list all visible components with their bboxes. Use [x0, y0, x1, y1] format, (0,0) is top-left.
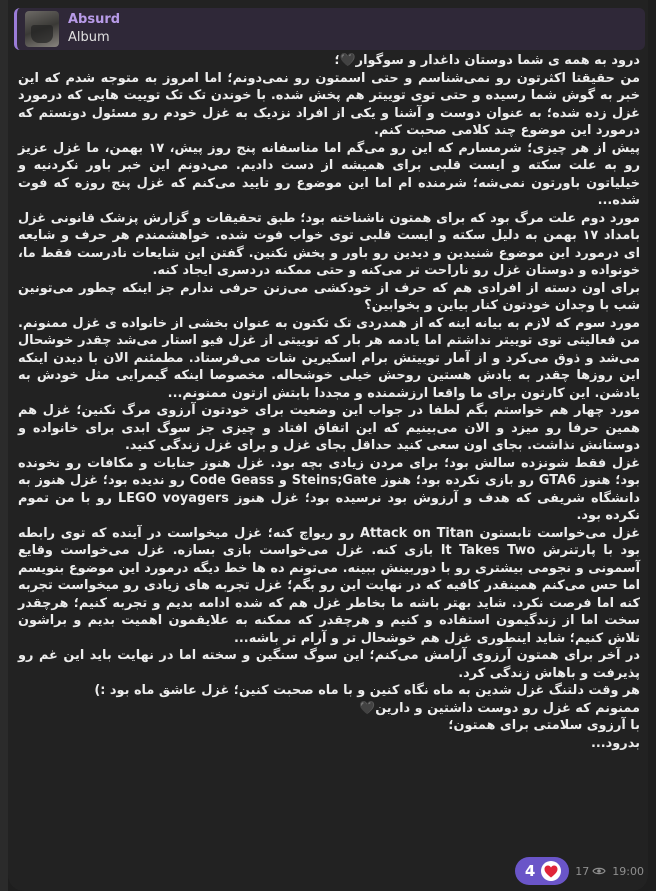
message-paragraph: هر وقت دلتنگ غزل شدین به ماه نگاه کنین و با ماه صحبت کنین؛ غزل عاشق ماه بود :) [94, 683, 640, 698]
message-time: 19:00 [612, 864, 644, 878]
view-count: 17 [575, 864, 590, 878]
reply-preview[interactable] [14, 8, 645, 50]
heart-reaction-button[interactable] [515, 857, 569, 885]
message-paragraph: درود به همه ی شما دوستان داغدار و سوگوار🖤؛ [334, 53, 640, 68]
message-paragraph: غزل فقط شونزده سالش بود؛ برای مردن زیادی بچه بود. غزل هنوز جنایات و مکافات رو نخونده بود؛ هنوز GTA6 رو بازی نکرده بود؛ هنوز Steins;Gate و Code Geass رو ندیده بود؛ غزل هنوز به دانشگاه شریفی که هدف و آرزوش بود نرسیده بود؛ غزل هنوز LEGO voyagers رو با من تموم نکرده بود. [18, 455, 640, 523]
message-footer [515, 857, 644, 885]
reply-subtitle: Album [68, 30, 110, 45]
message-paragraph: بدرود... [590, 735, 640, 751]
view-counter [575, 865, 606, 878]
reply-author-name: Absurd [68, 12, 121, 27]
eye-icon [592, 866, 606, 876]
message-paragraph: ممنونم که غزل رو دوست داشتین و دارین🖤 [359, 700, 640, 716]
message-paragraph: من حقیقتا اکثرتون رو نمی‌شناسم و حتی اسمتون رو نمی‌دونم؛ اما امروز به متوجه شدم که این خبر به گوش شما رسیده و حتی توی توییتر هم پخش شده. با خوندن تک تک توییت هایی که درمورد غزل زده شده؛ به عنوان دوست و آشنا و یکی از افراد نزدیک به غزل خودم رو مسئول دونستم که درمورد این موضوع چند کلامی صحبت کنم. [18, 70, 640, 138]
reaction-count: 4 [524, 862, 536, 880]
heart-icon [541, 861, 561, 881]
message-paragraph: پیش از هر چیزی؛ شرمسارم که این رو می‌گم اما متاسفانه پنج روز پیش، ۱۷ بهمن، ما غزل عزیز رو به علت سکته و ایست قلبی برای همیشه از دست دادیم. می‌دونم این خبر باور نکردنیه و خیلیاتون باورتون نمی‌شه؛ شرمنده ام اما این موضوع رو تایید می‌کنم که غزل پنج روزه که فوت شده... [18, 140, 640, 208]
message-paragraph: در آخر برای همتون آرزوی آرامش می‌کنم؛ این سوگ سنگین و سخته اما در نهایت باید این غم رو پذیرفت و باهاش زندگی کرد. [18, 648, 640, 681]
message-paragraph: غزل می‌خواست تابستون Attack on Titan رو ریواچ کنه؛ غزل میخواست در آینده که توی رابطه بود با پارتنرش It Takes Two بازی کنه. غزل می‌خواست بازی بسازه. غزل می‌خواست وقایع آسمونی و نجومی بیشتری رو با دوربینش ببینه. می‌تونم ده ها خط دیگه درمورد این موضوع بنویسم اما حس می‌کنم همینقدر کافیه که در نهایت این رو بگم؛ غزل تجربه های زیادی رو میخواست تجربه کنه اما فرصت نکرد. شاید بهتر باشه ما بخاطر غزل هم که شده ادامه بدیم و تجربه کنیم؛ هرچقدر سخت اما از زندگیمون استفاده و کنیم و هرچقدر که ممکنه به علایقمون اهمیت بدیم و براشون تلاش کنیم؛ شاید اینطوری غزل هم خوشحال تر و آرام تر باشه... [18, 525, 640, 646]
chat-background-strip [0, 0, 8, 891]
message-paragraph: مورد سوم که لازم به بیانه اینه که از همدردی تک تکتون به عنوان بخشی از خانواده ی غزل ممنونم. من فعالیتی توی توییتر نداشتم اما یادمه هر بار که توییتی از غزل فیو استار می‌شد چقدر خوشحال می‌شد و ذوق می‌کرد و از آمار توییتش برام اسکیرین شات می‌فرستاد. مطمئنم الان با دیدن اینکه این روزها چقدر به یادش هستین روحش خیلی خوشحاله. مخصوصا اینکه گیمرایی مثل خودش به یادشن. این کارتون برای ما واقعا ارزشمنده و مجددا بابتش ازتون ممنونم... [18, 315, 640, 401]
message-paragraph: مورد دوم علت مرگ بود که برای همتون ناشناخته بود؛ طبق تحقیقات و گزارش پزشک قانونی غزل بامداد ۱۷ بهمن به دلیل سکته و ایست قلبی توی خواب فوت شده. خواهشمندم هر حرف و شایعه ای درمورد این موضوع شنیدین و دیدین رو باور و پخش نکنین. گفتن این شایعات نادرست فقط ما، خونواده و دوستان غزل رو ناراحت تر می‌کنه و حتی ممکنه دردسری ایجاد کنه. [18, 210, 640, 278]
message-paragraph: با آرزوی سلامتی برای همتون؛ [448, 718, 640, 733]
message-paragraph: مورد چهار هم خواستم بگم لطفا در جواب این وضعیت برای خودتون آرزوی مرگ نکنین؛ غزل هم همین حرفا رو میزد و الان می‌بینیم که این اتفاق افتاد و چیزی جز سوگ ابدی برای خانواده و دوستانش نذاشت. بجای اون سعی کنید حداقل بجای غزل و برای غزل زندگی کنید. [18, 403, 640, 453]
album-thumbnail [25, 11, 59, 47]
message-text [18, 52, 640, 752]
message-paragraph: برای اون دسته از افرادی هم که حرف از خودکشی می‌زنن حرفی ندارم جز اینکه چطور می‌تونین شب با وجدان خودتون کنار بیاین و بخوابین؟ [18, 280, 640, 313]
